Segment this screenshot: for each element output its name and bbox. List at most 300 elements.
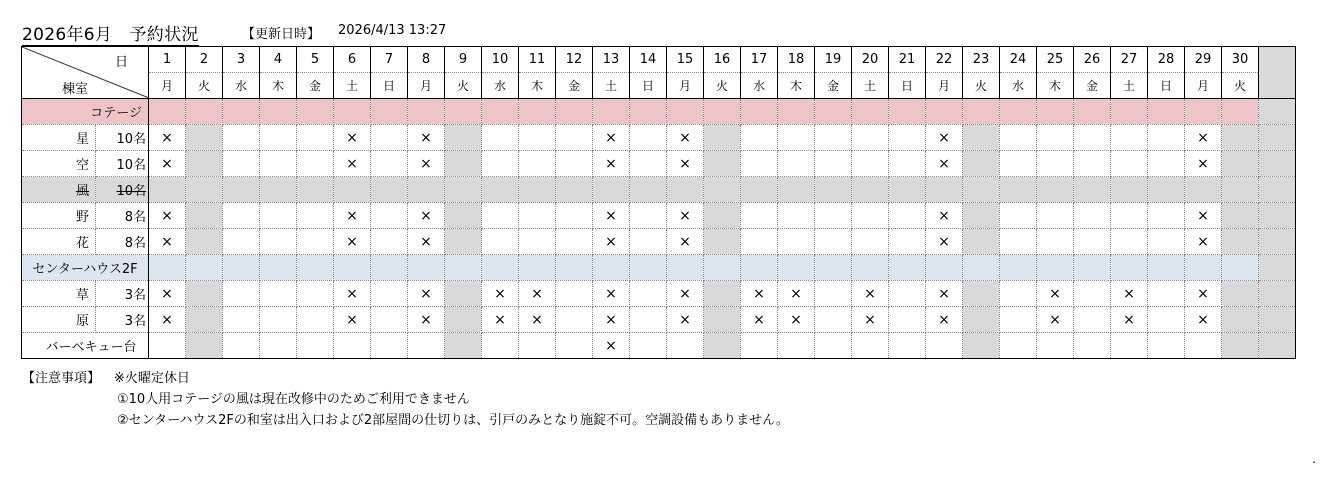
updated-label: 【更新日時】 <box>242 27 321 42</box>
group-cell <box>667 99 704 125</box>
reservation-cell <box>186 151 223 177</box>
day-number: 26 <box>1074 47 1111 73</box>
reservation-cell <box>1074 151 1111 177</box>
reservation-cell <box>408 203 445 229</box>
group-cell <box>223 255 260 281</box>
reservation-cell <box>1000 333 1037 359</box>
weekday: 水 <box>1000 73 1037 99</box>
reservation-cell <box>1111 203 1148 229</box>
reservation-cell <box>186 333 223 359</box>
reservation-cell <box>519 307 556 333</box>
group-row <box>22 99 1296 125</box>
weekday: 木 <box>519 73 556 99</box>
group-cell <box>482 99 519 125</box>
group-cell <box>1074 255 1111 281</box>
group-cell <box>778 99 815 125</box>
room-capacity: 8名 <box>96 203 149 229</box>
weekday: 土 <box>1111 73 1148 99</box>
day-number: 10 <box>482 47 519 73</box>
reservation-cell <box>260 229 297 255</box>
group-cell <box>334 99 371 125</box>
reservation-cell <box>371 125 408 151</box>
group-label: センターハウス2F <box>22 255 149 281</box>
reservation-cell <box>593 151 630 177</box>
booked-mark: × <box>346 285 358 302</box>
group-cell <box>815 99 852 125</box>
reservation-cell <box>519 151 556 177</box>
booked-mark: × <box>1123 285 1135 302</box>
reservation-cell <box>1000 177 1037 203</box>
reservation-cell <box>1185 125 1222 151</box>
weekday: 火 <box>704 73 741 99</box>
booked-mark: × <box>679 311 691 328</box>
group-cell <box>556 255 593 281</box>
reservation-cell <box>556 125 593 151</box>
reservation-cell <box>482 281 519 307</box>
reservation-cell <box>556 333 593 359</box>
group-cell <box>667 255 704 281</box>
weekday: 月 <box>926 73 963 99</box>
reservation-cell <box>778 125 815 151</box>
day-number: 12 <box>556 47 593 73</box>
reservation-cell <box>1000 151 1037 177</box>
group-cell <box>1259 99 1296 125</box>
note-item: ※火曜定休日 <box>114 371 190 386</box>
day-number-row <box>22 47 1296 73</box>
group-cell <box>186 255 223 281</box>
reservation-cell <box>1111 229 1148 255</box>
room-name: 空 <box>22 151 96 177</box>
reservation-table <box>21 46 1296 359</box>
reservation-cell <box>297 125 334 151</box>
weekday: 日 <box>371 73 408 99</box>
reservation-cell <box>815 281 852 307</box>
group-cell <box>593 255 630 281</box>
reservation-cell <box>815 125 852 151</box>
reservation-cell <box>1037 229 1074 255</box>
weekday-row <box>22 73 1296 99</box>
reservation-cell <box>371 177 408 203</box>
reservation-cell <box>556 281 593 307</box>
booked-mark: × <box>161 155 173 172</box>
reservation-cell <box>371 281 408 307</box>
reservation-cell <box>778 203 815 229</box>
reservation-cell <box>667 203 704 229</box>
booked-mark: × <box>605 311 617 328</box>
room-row <box>22 151 1296 177</box>
grey-filler-cell <box>1259 203 1296 229</box>
group-cell <box>149 99 186 125</box>
reservation-cell <box>926 281 963 307</box>
day-number: 21 <box>889 47 926 73</box>
booked-mark: × <box>679 129 691 146</box>
booked-mark: × <box>494 285 506 302</box>
reservation-cell <box>1148 151 1185 177</box>
group-cell <box>334 255 371 281</box>
reservation-cell <box>1111 177 1148 203</box>
reservation-cell <box>1111 281 1148 307</box>
reservation-cell <box>408 125 445 151</box>
reservation-cell <box>297 281 334 307</box>
reservation-cell <box>1074 333 1111 359</box>
reservation-cell <box>1074 203 1111 229</box>
reservation-cell <box>815 177 852 203</box>
group-cell <box>297 255 334 281</box>
reservation-cell <box>519 333 556 359</box>
room-capacity: 3名 <box>96 307 149 333</box>
booked-mark: × <box>531 311 543 328</box>
weekday: 土 <box>334 73 371 99</box>
reservation-cell <box>926 203 963 229</box>
reservation-cell <box>149 203 186 229</box>
reservation-cell <box>1074 229 1111 255</box>
reservation-cell <box>556 307 593 333</box>
day-number: 6 <box>334 47 371 73</box>
reservation-cell <box>1185 177 1222 203</box>
reservation-cell <box>186 125 223 151</box>
reservation-cell <box>334 177 371 203</box>
booked-mark: × <box>753 311 765 328</box>
reservation-cell <box>593 333 630 359</box>
reservation-cell <box>1037 333 1074 359</box>
reservation-cell <box>149 125 186 151</box>
group-cell <box>1148 255 1185 281</box>
group-cell <box>926 99 963 125</box>
reservation-cell <box>1148 125 1185 151</box>
weekday: 日 <box>1148 73 1185 99</box>
day-number: 7 <box>371 47 408 73</box>
reservation-cell <box>815 203 852 229</box>
booked-mark: × <box>161 129 173 146</box>
room-capacity: 10名 <box>96 125 149 151</box>
reservation-cell <box>1185 229 1222 255</box>
group-cell <box>1000 99 1037 125</box>
sheet-header <box>22 18 922 44</box>
booked-mark: × <box>679 233 691 250</box>
reservation-cell <box>815 333 852 359</box>
reservation-cell <box>1000 125 1037 151</box>
weekday: 水 <box>223 73 260 99</box>
booked-mark: × <box>346 129 358 146</box>
reservation-cell <box>1074 307 1111 333</box>
reservation-cell <box>260 177 297 203</box>
reservation-cell <box>1111 125 1148 151</box>
reservation-cell <box>852 307 889 333</box>
reservation-cell <box>556 203 593 229</box>
weekday: 水 <box>741 73 778 99</box>
weekday: 月 <box>149 73 186 99</box>
reservation-cell <box>1074 177 1111 203</box>
group-cell <box>852 255 889 281</box>
day-number: 4 <box>260 47 297 73</box>
reservation-cell <box>963 229 1000 255</box>
booked-mark: × <box>790 311 802 328</box>
group-cell <box>1000 255 1037 281</box>
booked-mark: × <box>346 155 358 172</box>
reservation-cell <box>223 151 260 177</box>
reservation-cell <box>445 177 482 203</box>
day-number: 20 <box>852 47 889 73</box>
reservation-cell <box>556 151 593 177</box>
reservation-cell <box>408 229 445 255</box>
group-cell <box>1222 99 1259 125</box>
room-row <box>22 125 1296 151</box>
reservation-cell <box>889 281 926 307</box>
stray-mark: . <box>1312 452 1316 466</box>
reservation-cell <box>704 151 741 177</box>
group-cell <box>408 255 445 281</box>
booked-mark: × <box>531 285 543 302</box>
day-number: 22 <box>926 47 963 73</box>
booked-mark: × <box>753 285 765 302</box>
grey-filler-cell <box>1259 151 1296 177</box>
reservation-cell <box>1148 229 1185 255</box>
group-cell <box>260 99 297 125</box>
day-number: 19 <box>815 47 852 73</box>
grey-filler-cell <box>1259 47 1296 99</box>
group-cell <box>371 99 408 125</box>
reservation-cell <box>149 281 186 307</box>
reservation-cell <box>482 177 519 203</box>
reservation-cell <box>223 203 260 229</box>
booked-mark: × <box>938 129 950 146</box>
reservation-cell <box>1222 333 1259 359</box>
reservation-cell <box>889 203 926 229</box>
reservation-cell <box>1222 177 1259 203</box>
day-number: 9 <box>445 47 482 73</box>
group-cell <box>926 255 963 281</box>
room-capacity: 10名 <box>96 177 149 203</box>
group-cell <box>519 255 556 281</box>
reservation-cell <box>593 307 630 333</box>
booked-mark: × <box>605 207 617 224</box>
reservation-cell <box>223 229 260 255</box>
reservation-cell <box>1037 151 1074 177</box>
reservation-cell <box>778 281 815 307</box>
reservation-cell <box>1111 333 1148 359</box>
reservation-cell <box>1074 125 1111 151</box>
group-cell <box>1037 255 1074 281</box>
reservation-cell <box>334 333 371 359</box>
reservation-cell <box>926 177 963 203</box>
reservation-cell <box>1111 307 1148 333</box>
reservation-cell <box>223 307 260 333</box>
group-cell <box>223 99 260 125</box>
day-number: 5 <box>297 47 334 73</box>
reservation-cell <box>1074 281 1111 307</box>
reservation-cell <box>1148 177 1185 203</box>
group-cell <box>630 99 667 125</box>
reservation-cell <box>852 177 889 203</box>
reservation-cell <box>445 229 482 255</box>
reservation-cell <box>445 333 482 359</box>
reservation-cell <box>408 177 445 203</box>
reservation-cell <box>815 151 852 177</box>
reservation-cell <box>1148 307 1185 333</box>
group-cell <box>556 99 593 125</box>
day-number: 1 <box>149 47 186 73</box>
room-row <box>22 177 1296 203</box>
booked-mark: × <box>938 285 950 302</box>
room-name: 風 <box>22 177 96 203</box>
booked-mark: × <box>420 311 432 328</box>
group-cell <box>1074 99 1111 125</box>
reservation-cell <box>630 151 667 177</box>
reservation-cell <box>852 229 889 255</box>
booked-mark: × <box>605 337 617 354</box>
reservation-cell <box>593 177 630 203</box>
reservation-cell <box>186 203 223 229</box>
reservation-cell <box>630 333 667 359</box>
reservation-cell <box>815 229 852 255</box>
group-cell <box>445 99 482 125</box>
booked-mark: × <box>864 311 876 328</box>
reservation-cell <box>667 125 704 151</box>
group-row <box>22 255 1296 281</box>
reservation-cell <box>963 151 1000 177</box>
group-cell <box>815 255 852 281</box>
reservation-cell <box>482 229 519 255</box>
reservation-cell <box>1222 203 1259 229</box>
reservation-cell <box>297 229 334 255</box>
booked-mark: × <box>420 207 432 224</box>
group-cell <box>963 255 1000 281</box>
reservation-cell <box>297 151 334 177</box>
reservation-cell <box>741 307 778 333</box>
day-number: 29 <box>1185 47 1222 73</box>
booked-mark: × <box>420 155 432 172</box>
reservation-cell <box>1185 307 1222 333</box>
group-cell <box>297 99 334 125</box>
room-row <box>22 307 1296 333</box>
reservation-cell <box>667 177 704 203</box>
reservation-cell <box>371 203 408 229</box>
reservation-cell <box>408 281 445 307</box>
note-item: ②センターハウス2Fの和室は出入口および2部屋間の仕切りは、引戸のみとなり施錠不可。空調設備もありません。 <box>117 413 789 428</box>
reservation-cell <box>667 281 704 307</box>
notes-label: 【注意事項】 <box>22 371 101 386</box>
reservation-cell <box>297 333 334 359</box>
weekday: 水 <box>482 73 519 99</box>
reservation-cell <box>223 125 260 151</box>
reservation-cell <box>297 177 334 203</box>
weekday: 火 <box>1222 73 1259 99</box>
day-number: 24 <box>1000 47 1037 73</box>
reservation-cell <box>334 307 371 333</box>
reservation-cell <box>704 177 741 203</box>
group-cell <box>1111 99 1148 125</box>
reservation-cell <box>1222 281 1259 307</box>
reservation-cell <box>963 177 1000 203</box>
reservation-cell <box>1000 281 1037 307</box>
booked-mark: × <box>938 233 950 250</box>
booked-mark: × <box>938 207 950 224</box>
reservation-cell <box>519 203 556 229</box>
reservation-cell <box>1000 203 1037 229</box>
reservation-cell <box>704 307 741 333</box>
reservation-cell <box>593 203 630 229</box>
reservation-cell <box>260 125 297 151</box>
reservation-cell <box>445 307 482 333</box>
reservation-cell <box>519 281 556 307</box>
booked-mark: × <box>1197 207 1209 224</box>
reservation-cell <box>408 151 445 177</box>
group-cell <box>482 255 519 281</box>
weekday: 金 <box>815 73 852 99</box>
reservation-cell <box>223 281 260 307</box>
reservation-cell <box>334 229 371 255</box>
weekday: 木 <box>1037 73 1074 99</box>
grey-filler-cell <box>1259 281 1296 307</box>
reservation-cell <box>630 177 667 203</box>
reservation-cell <box>741 203 778 229</box>
reservation-cell <box>371 333 408 359</box>
weekday: 月 <box>667 73 704 99</box>
group-cell <box>889 99 926 125</box>
reservation-cell <box>778 229 815 255</box>
group-cell <box>963 99 1000 125</box>
booked-mark: × <box>1197 233 1209 250</box>
corner-day-label: 日 <box>114 55 128 70</box>
reservation-cell <box>593 125 630 151</box>
reservation-cell <box>704 125 741 151</box>
weekday: 土 <box>852 73 889 99</box>
reservation-cell <box>445 151 482 177</box>
booked-mark: × <box>494 311 506 328</box>
reservation-cell <box>260 281 297 307</box>
reservation-cell <box>630 281 667 307</box>
day-number: 28 <box>1148 47 1185 73</box>
reservation-cell <box>482 307 519 333</box>
updated-value: 2026/4/13 13:27 <box>338 23 447 38</box>
group-cell <box>630 255 667 281</box>
booked-mark: × <box>1049 285 1061 302</box>
booked-mark: × <box>605 155 617 172</box>
reservation-cell <box>1148 281 1185 307</box>
weekday: 火 <box>445 73 482 99</box>
reservation-cell <box>149 333 186 359</box>
reservation-cell <box>186 229 223 255</box>
grey-filler-cell <box>1259 307 1296 333</box>
day-number: 23 <box>963 47 1000 73</box>
reservation-cell <box>889 307 926 333</box>
reservation-cell <box>482 203 519 229</box>
day-number: 30 <box>1222 47 1259 73</box>
reservation-cell <box>1037 203 1074 229</box>
group-cell <box>408 99 445 125</box>
booked-mark: × <box>161 311 173 328</box>
reservation-cell <box>741 333 778 359</box>
booked-mark: × <box>605 129 617 146</box>
booked-mark: × <box>1197 129 1209 146</box>
reservation-cell <box>1037 125 1074 151</box>
booked-mark: × <box>161 285 173 302</box>
group-cell <box>1037 99 1074 125</box>
reservation-cell <box>593 229 630 255</box>
reservation-cell <box>889 229 926 255</box>
day-number: 8 <box>408 47 445 73</box>
booked-mark: × <box>790 285 802 302</box>
reservation-cell <box>1148 203 1185 229</box>
reservation-cell <box>852 151 889 177</box>
day-number: 3 <box>223 47 260 73</box>
room-row <box>22 229 1296 255</box>
corner-header-cell <box>22 47 149 99</box>
reservation-cell <box>149 151 186 177</box>
reservation-cell <box>149 177 186 203</box>
reservation-cell <box>260 307 297 333</box>
day-number: 14 <box>630 47 667 73</box>
